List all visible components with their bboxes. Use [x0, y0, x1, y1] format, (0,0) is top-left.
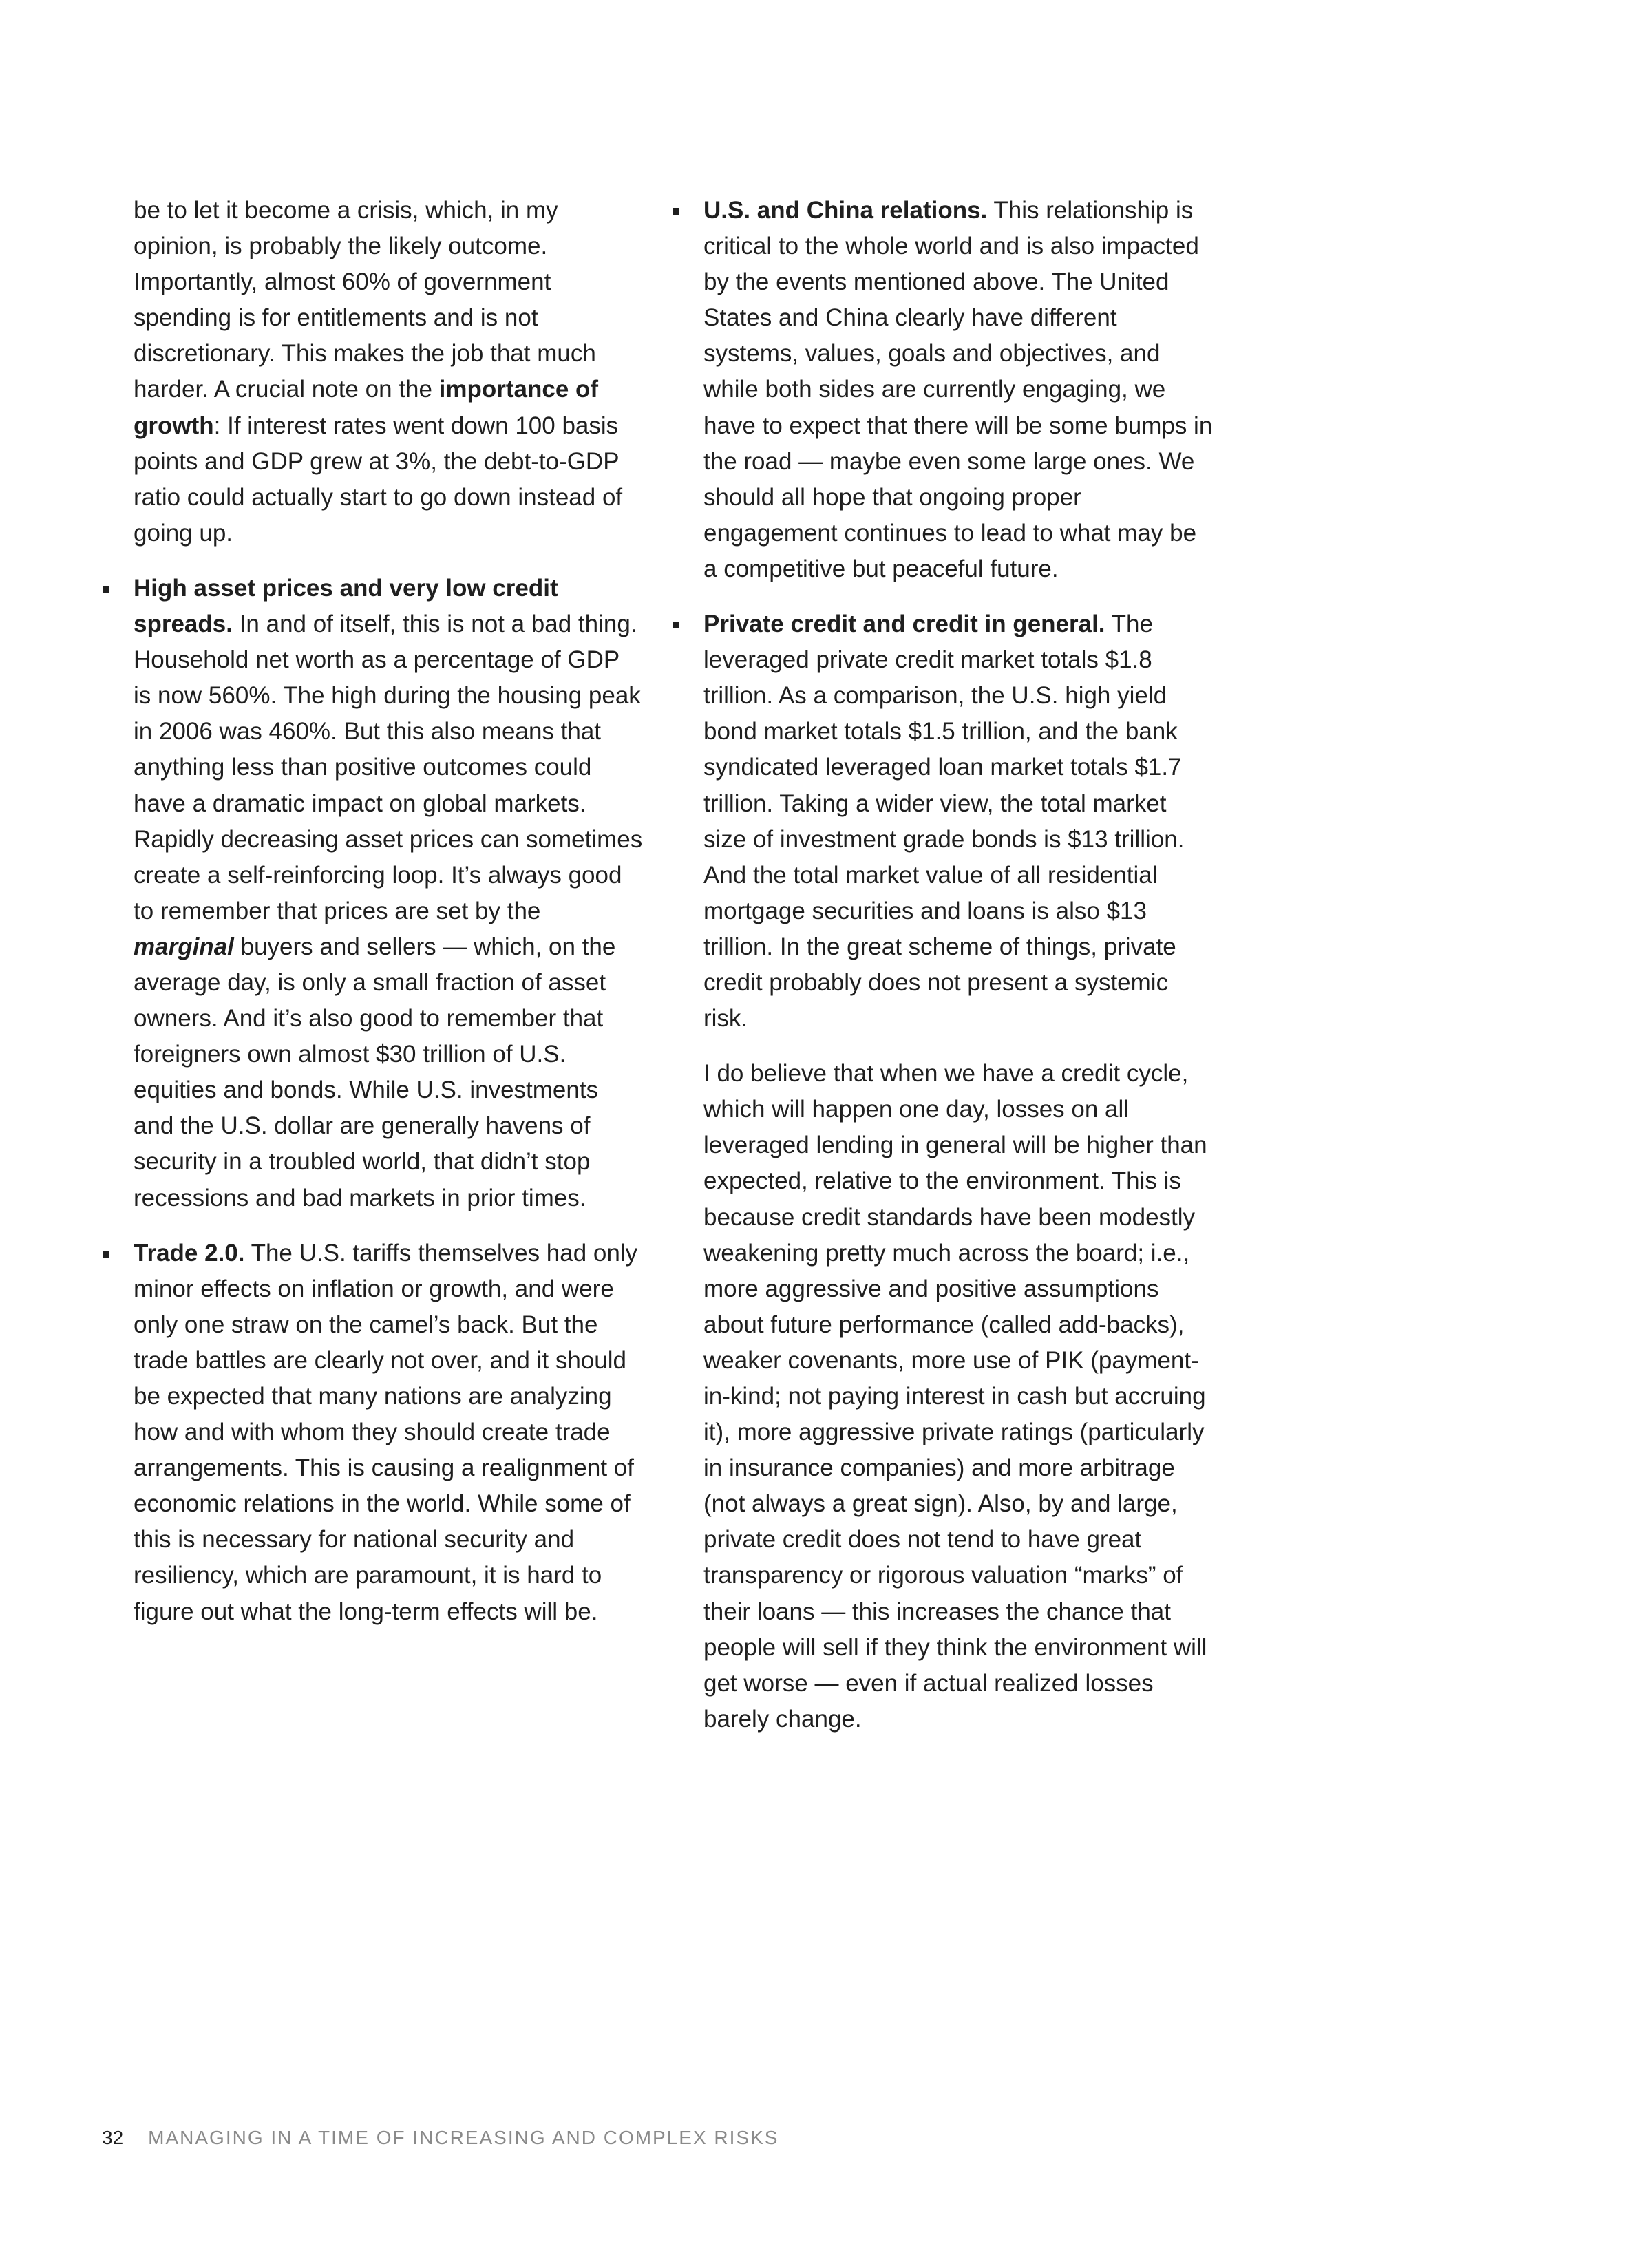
- bullet-text: The U.S. tariffs themselves had only minor effects on inflation or growth, and were only one straw on the camel’s back. But the trade battles are clearly not over, and it should be expected that many nations are analyzing how and with whom they should create trade arrangements. This is causing a realignment of economic relations in the world. While some of this is necessary for national security and resiliency, which are paramount, it is hard to figure out what the long-term effects will be.: [134, 1239, 638, 1625]
- page-footer: [102, 2127, 779, 2149]
- bullet-emphasis: marginal: [134, 933, 234, 960]
- left-column: [92, 193, 643, 1649]
- bullet-item-trade: [92, 1236, 643, 1630]
- bullet-item-us-china: [662, 193, 1213, 587]
- bullet-item-asset-prices: [92, 571, 643, 1216]
- bullet-heading: Private credit and credit in general.: [703, 611, 1105, 638]
- bullet-text: This relationship is critical to the whole world and is also impacted by the events mentioned above. The United States and China clearly have different systems, values, goals and objectives, and while both sides are currently engaging, we have to expect that there will be some bumps in the road — maybe even some large ones. We should all hope that ongoing proper engagement continues to lead to what may be a competitive but peaceful future.: [703, 197, 1213, 582]
- bullet-marker-icon: [103, 586, 109, 593]
- page-number: 32: [102, 2127, 124, 2148]
- bullet-text: The leveraged private credit market totals $1.8 trillion. As a comparison, the U.S. high yield bond market totals $1.5 trillion, and the bank syndicated leveraged loan market totals $1.7 trillion. Taking a wider view, the total market size of investment grade bonds is $13 trillion. And the total market value of all residential mortgage securities and loans is also $13 trillion. In the great scheme of things, private credit probably does not present a systemic risk.: [703, 611, 1185, 1032]
- bullet-heading: U.S. and China relations.: [703, 197, 988, 224]
- bullet-heading: Trade 2.0.: [134, 1239, 245, 1267]
- continued-paragraph: [92, 193, 643, 551]
- bullet-heading: High asset prices and very low credit spreads.: [134, 574, 558, 638]
- bullet-text-tail: buyers and sellers — which, on the average day, is only a small fraction of asset owners. And it’s also good to remember that foreigners own almost $30 trillion of U.S. equities and bonds. While U.S. investments and the U.S. dollar are generally havens of security in a troubled world, that didn’t stop recessions and bad markets in prior times.: [134, 933, 616, 1211]
- paragraph-bold-phrase: importance of growth: [134, 376, 599, 439]
- bullet-item-private-credit: [662, 606, 1213, 1037]
- bullet-text: In and of itself, this is not a bad thing. Household net worth as a percentage of GDP is now 560%. The high during the housing peak in 2006 was 460%. But this also means that anything less than positive outcomes could have a dramatic impact on global markets. Rapidly decreasing asset prices can sometimes create a self-reinforcing loop. It’s always good to remember that prices are set by the: [134, 611, 643, 924]
- bullet-marker-icon: [673, 208, 679, 215]
- bullet-marker-icon: [103, 1251, 109, 1258]
- right-column: [662, 193, 1213, 1757]
- bullet-marker-icon: [673, 622, 679, 628]
- paragraph-text-tail: : If interest rates went down 100 basis points and GDP grew at 3%, the debt-to-GDP ratio could actually start to go down instead of going up.: [134, 412, 623, 547]
- credit-cycle-paragraph: I do believe that when we have a credit cycle, which will happen one day, losses on all leveraged lending in general will be higher than expected, relative to the environment. This is because credit standards have been modestly weakening pretty much across the board; i.e., more aggressive and positive assumptions about future performance (called add-backs), weaker covenants, more use of PIK (payment-in-kind; not paying interest in cash but accruing it), more aggressive private ratings (particularly in insurance companies) and more arbitrage (not always a great sign). Also, by and large, private credit does not tend to have great transparency or rigorous valuation “marks” of their loans — this increases the chance that people will sell if they think the environment will get worse — even if actual realized losses barely change.: [703, 1060, 1207, 1733]
- running-title: MANAGING IN A TIME OF INCREASING AND COMPLEX RISKS: [148, 2127, 779, 2148]
- paragraph-text: be to let it become a crisis, which, in my opinion, is probably the likely outcome. Importantly, almost 60% of government spending is for entitlements and is not discretionary. This makes the job that much harder. A crucial note on the: [134, 197, 596, 403]
